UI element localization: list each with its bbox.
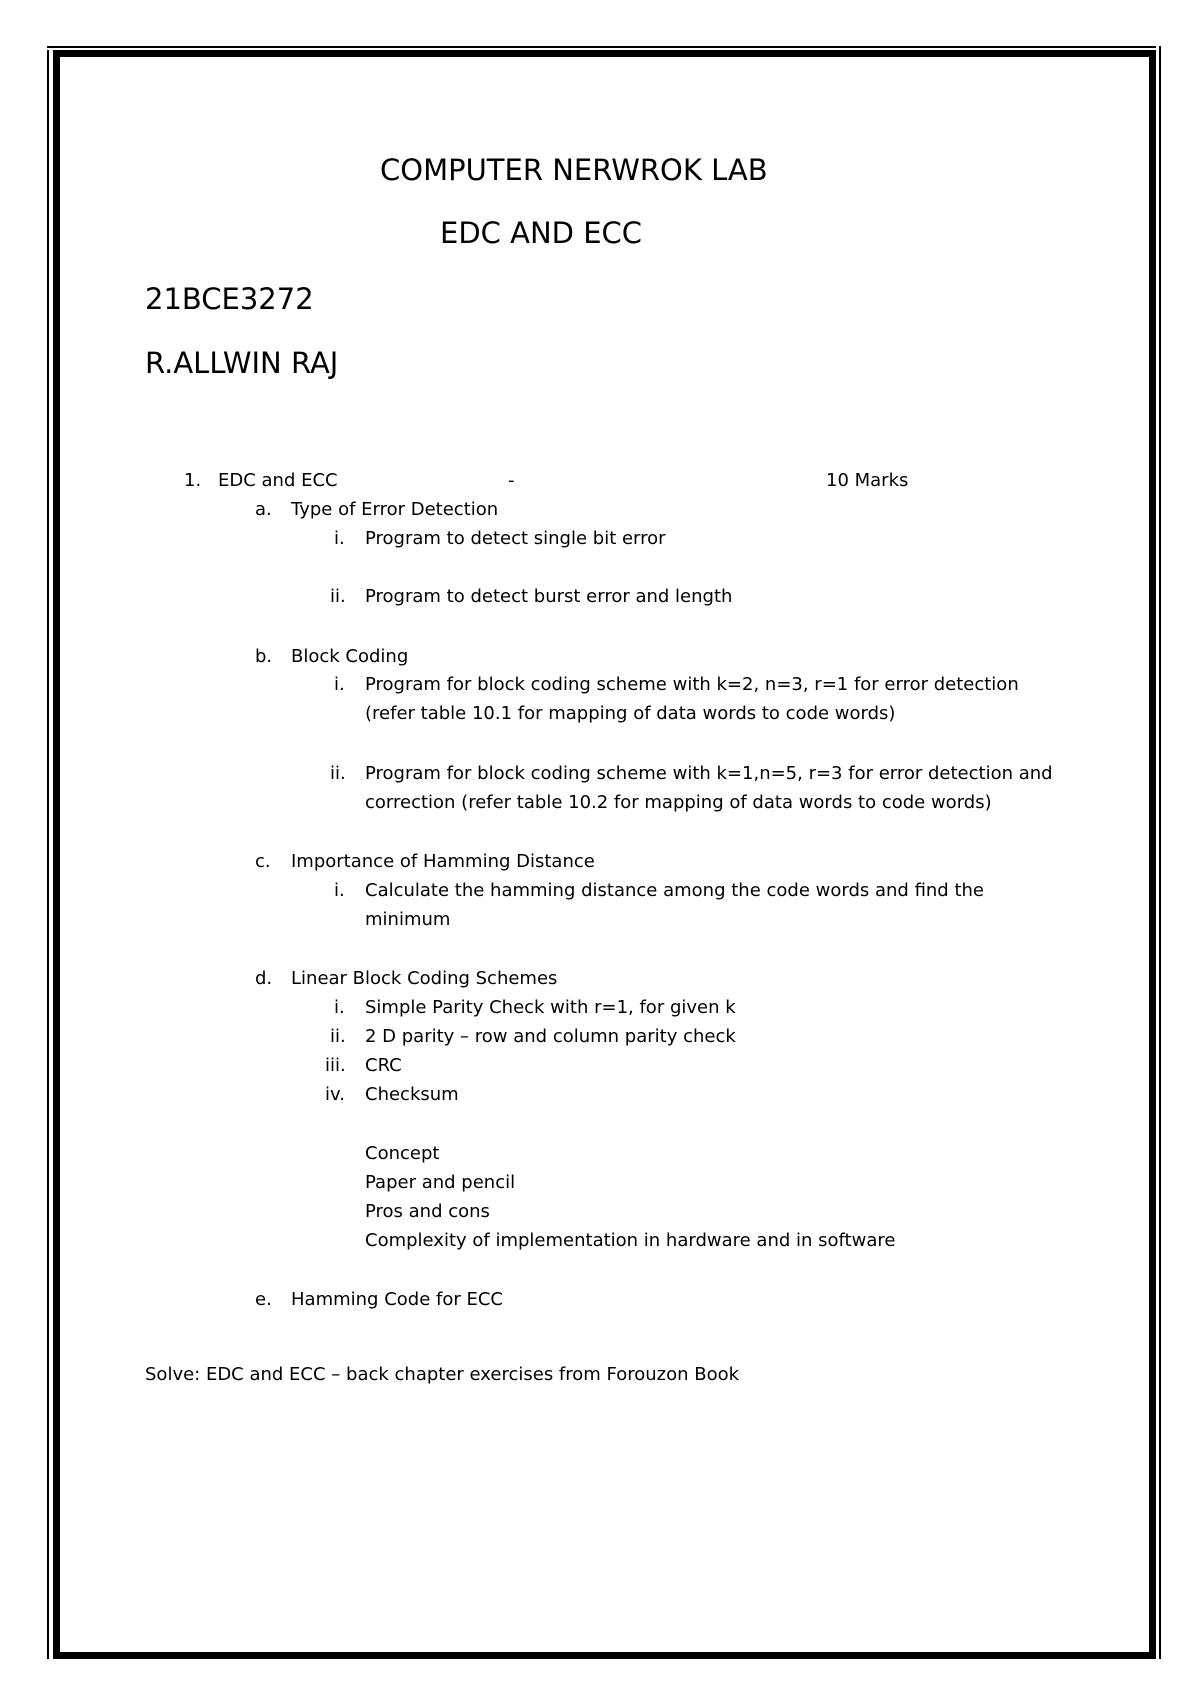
section-a-title: Type of Error Detection	[291, 499, 499, 520]
section-e-title: Hamming Code for ECC	[291, 1289, 503, 1310]
document-title: COMPUTER NERWROK LAB	[380, 153, 768, 187]
section-d-note-paper-pencil: Paper and pencil	[365, 1172, 516, 1193]
section-d-item-1-num: i.	[334, 997, 345, 1018]
document-subtitle: EDC AND ECC	[440, 216, 643, 250]
section-c-title: Importance of Hamming Distance	[291, 851, 595, 872]
section-d-item-3-text: CRC	[365, 1055, 402, 1076]
section-d-title: Linear Block Coding Schemes	[291, 968, 558, 989]
section-d-letter: d.	[255, 968, 273, 989]
section-d-item-4-num: iv.	[325, 1084, 345, 1105]
section-d-item-2-text: 2 D parity – row and column parity check	[365, 1026, 736, 1047]
section-a-letter: a.	[255, 499, 272, 520]
question-number: 1.	[184, 470, 202, 491]
section-b-item-2-line-1: Program for block coding scheme with k=1,n=5, r=3 for error detection and	[365, 763, 1053, 784]
section-c-item-1-num: i.	[334, 880, 345, 901]
section-d-note-complexity: Complexity of implementation in hardware and in software	[365, 1230, 896, 1251]
section-a-item-2-text: Program to detect burst error and length	[365, 586, 733, 607]
section-c-item-1-line-1: Calculate the hamming distance among the code words and find the	[365, 880, 984, 901]
section-b-item-1-line-1: Program for block coding scheme with k=2, n=3, r=1 for error detection	[365, 674, 1019, 695]
section-c-letter: c.	[255, 851, 271, 872]
page-border-left-line	[47, 50, 49, 1659]
section-d-note-pros-cons: Pros and cons	[365, 1201, 490, 1222]
section-b-item-2-num: ii.	[330, 763, 346, 784]
section-b-item-2-line-2: correction (refer table 10.2 for mapping of data words to code words)	[365, 792, 992, 813]
page-border-top-line	[47, 46, 1156, 48]
question-dash: -	[508, 470, 515, 491]
section-b-letter: b.	[255, 646, 273, 667]
section-d-item-2-num: ii.	[330, 1026, 346, 1047]
solve-instruction: Solve: EDC and ECC – back chapter exercises from Forouzon Book	[145, 1364, 740, 1385]
registration-number: 21BCE3272	[145, 282, 314, 316]
question-label: EDC and ECC	[218, 470, 338, 491]
section-b-item-1-line-2: (refer table 10.1 for mapping of data words to code words)	[365, 703, 896, 724]
section-d-note-concept: Concept	[365, 1143, 440, 1164]
section-d-item-3-num: iii.	[325, 1055, 346, 1076]
section-d-item-1-text: Simple Parity Check with r=1, for given k	[365, 997, 736, 1018]
page-border-right-line	[1159, 46, 1161, 1659]
section-e-letter: e.	[255, 1289, 272, 1310]
section-d-item-4-text: Checksum	[365, 1084, 459, 1105]
section-b-item-1-num: i.	[334, 674, 345, 695]
section-c-item-1-line-2: minimum	[365, 909, 451, 930]
question-marks: 10 Marks	[826, 470, 909, 491]
student-name: R.ALLWIN RAJ	[145, 346, 339, 380]
section-a-item-2-num: ii.	[330, 586, 346, 607]
section-a-item-1-num: i.	[334, 528, 345, 549]
section-b-title: Block Coding	[291, 646, 409, 667]
section-a-item-1-text: Program to detect single bit error	[365, 528, 666, 549]
